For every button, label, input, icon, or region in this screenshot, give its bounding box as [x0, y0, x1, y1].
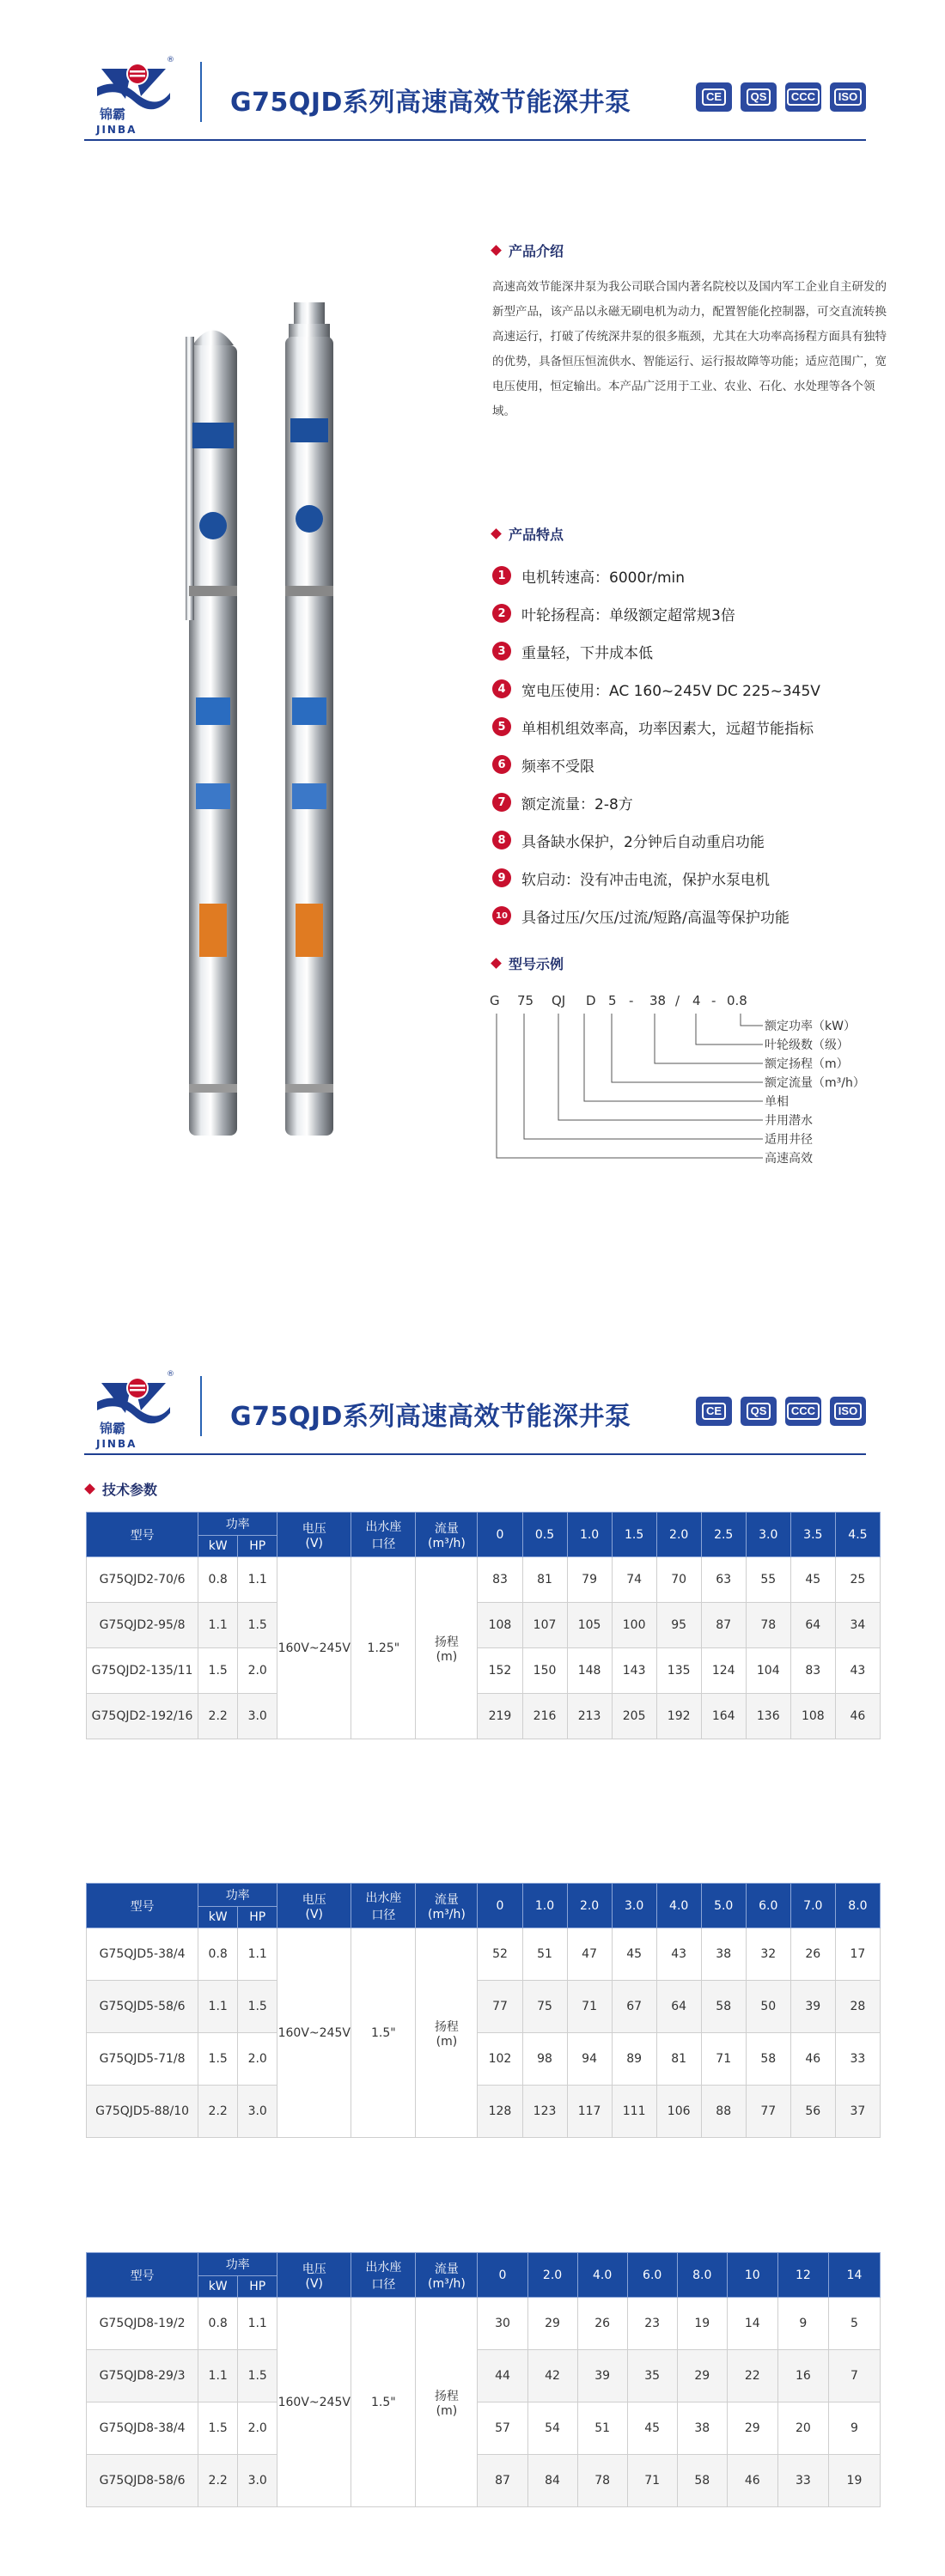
col-flow: 流量 (m³/h)	[416, 2253, 478, 2298]
table-cell: G75QJD5-71/8	[87, 2033, 198, 2086]
table-cell: 32	[746, 1928, 790, 1981]
model-desc: 适用井径	[765, 1133, 813, 1147]
table-cell: 2.2	[198, 2455, 238, 2507]
table-cell: 87	[701, 1603, 746, 1648]
table-cell: 55	[746, 1557, 790, 1603]
model-desc: 叶轮级数（级）	[765, 1038, 849, 1052]
number-badge: 5	[492, 717, 511, 736]
page-header-top	[84, 52, 866, 146]
table-cell: 2.2	[198, 1694, 238, 1739]
table-cell: 17	[835, 1928, 880, 1981]
table-cell: 64	[656, 1981, 701, 2033]
table-cell: G75QJD5-58/6	[87, 1981, 198, 2033]
col-voltage: 电压 (V)	[277, 1513, 351, 1557]
table-row	[87, 2033, 881, 2086]
table-cell: G75QJD8-29/3	[87, 2350, 198, 2402]
table-cell: 102	[478, 2033, 522, 2086]
table-cell: 29	[527, 2298, 577, 2350]
table-cell: 56	[790, 2086, 835, 2138]
table-cell: 47	[567, 1928, 612, 1981]
model-code-part: 0.8	[727, 993, 747, 1008]
col-flow-value: 0.5	[522, 1513, 567, 1557]
model-code-part: QJ	[552, 993, 566, 1008]
table-cell: 79	[567, 1557, 612, 1603]
table-cell: 64	[790, 1603, 835, 1648]
table-cell: 7	[828, 2350, 880, 2402]
brand-name-en: JINBA	[96, 124, 137, 136]
table-cell: 1.1	[198, 1981, 238, 2033]
col-outlet: 出水座 口径	[351, 1884, 416, 1928]
table-cell: 50	[746, 1981, 790, 2033]
table-cell: 54	[527, 2402, 577, 2455]
table-cell: 58	[701, 1981, 746, 2033]
model-code-part: -	[711, 993, 716, 1008]
list-item: 1 电机转速高：6000r/min	[492, 557, 887, 594]
model-code-part: 38	[649, 993, 667, 1008]
list-item: 4 宽电压使用：AC 160~245V DC 225~345V	[492, 670, 887, 708]
col-hp: HP	[238, 2276, 277, 2298]
col-power: 功率	[198, 1884, 277, 1907]
table-cell: G75QJD8-19/2	[87, 2298, 198, 2350]
model-heading: 型号示例	[492, 953, 564, 973]
table-cell: 108	[790, 1694, 835, 1739]
outlet-cell: 1.25"	[351, 1557, 416, 1739]
table-cell: 106	[656, 2086, 701, 2138]
table-row	[87, 1981, 881, 2033]
model-desc: 井用潜水	[765, 1114, 813, 1128]
col-flow-value: 4.5	[835, 1513, 880, 1557]
number-badge: 3	[492, 642, 511, 661]
col-flow-value: 3.0	[612, 1884, 656, 1928]
table-cell: 23	[627, 2298, 677, 2350]
header-rule	[84, 1453, 866, 1455]
table-cell: 42	[527, 2350, 577, 2402]
col-flow-value: 4.0	[656, 1884, 701, 1928]
qs-cert-icon: QS	[741, 1397, 777, 1426]
header-rule	[84, 139, 866, 141]
table-cell: 216	[522, 1694, 567, 1739]
col-flow-value: 3.0	[746, 1513, 790, 1557]
table-cell: 2.0	[238, 1648, 277, 1694]
table-cell: 1.1	[238, 2298, 277, 2350]
table-cell: 39	[577, 2350, 627, 2402]
model-desc: 额定流量（m³/h）	[765, 1076, 865, 1090]
table-cell: 128	[478, 2086, 522, 2138]
outlet-cell: 1.5"	[351, 1928, 416, 2138]
model-code-part: 75	[517, 993, 534, 1008]
table-cell: 100	[612, 1603, 656, 1648]
ce-cert-icon: CE	[696, 82, 732, 112]
col-flow-value: 0	[478, 1884, 522, 1928]
table-cell: 1.5	[238, 1603, 277, 1648]
col-flow-value: 0	[478, 2253, 527, 2298]
table-row	[87, 1648, 881, 1694]
table-cell: 0.8	[198, 1928, 238, 1981]
intro-heading: 产品介绍	[492, 241, 564, 260]
brand-name-en: JINBA	[96, 1438, 137, 1450]
table-cell: 43	[835, 1648, 880, 1694]
col-flow-value: 6.0	[746, 1884, 790, 1928]
intro-text: 高速高效节能深井泵为我公司联合国内著名院校以及国内军工企业自主研发的新型产品，该产品以永磁无刷电机为动力，配置智能化控制器，可交直流转换高速运行，打破了传统深井泵的很多瓶颈，尤其在大功率高扬程方面具有独特的优势，具备恒压恒流供水、智能运行、运行报故障等功能；适应范围广，宽电压使用，恒定输出。本产品广泛用于工业、农业、石化、水处理等各个领域。	[492, 280, 887, 418]
table-cell: 0.8	[198, 2298, 238, 2350]
brand-name-cn: 锦霸	[100, 107, 126, 122]
table-cell: 136	[746, 1694, 790, 1739]
table-cell: 71	[627, 2455, 677, 2507]
model-code-part: -	[629, 993, 634, 1008]
table-cell: G75QJD8-38/4	[87, 2402, 198, 2455]
table-cell: 26	[577, 2298, 627, 2350]
table-cell: G75QJD5-38/4	[87, 1928, 198, 1981]
page-header-bottom	[84, 1366, 866, 1460]
col-kw: kW	[198, 2276, 238, 2298]
table-cell: 2.0	[238, 2033, 277, 2086]
diamond-bullet-icon	[491, 528, 502, 539]
col-flow: 流量 (m³/h)	[416, 1884, 478, 1928]
diamond-bullet-icon	[491, 245, 502, 256]
table-cell: 37	[835, 2086, 880, 2138]
table-cell: 9	[828, 2402, 880, 2455]
ce-cert-icon: CE	[696, 1397, 732, 1426]
table-cell: 83	[478, 1557, 522, 1603]
table-cell: 38	[677, 2402, 727, 2455]
table-row	[87, 2350, 881, 2402]
table-row	[87, 1603, 881, 1648]
table-cell: 117	[567, 2086, 612, 2138]
col-model: 型号	[87, 2253, 198, 2298]
col-flow-value: 2.5	[701, 1513, 746, 1557]
col-flow-value: 0	[478, 1513, 522, 1557]
table-cell: 45	[612, 1928, 656, 1981]
col-flow-value: 2.0	[527, 2253, 577, 2298]
table-cell: 143	[612, 1648, 656, 1694]
iso-cert-icon: ISO	[830, 1397, 866, 1426]
col-power: 功率	[198, 2253, 277, 2276]
table-cell: 75	[522, 1981, 567, 2033]
table-cell: 124	[701, 1648, 746, 1694]
table-cell: 104	[746, 1648, 790, 1694]
col-flow-value: 5.0	[701, 1884, 746, 1928]
table-cell: 123	[522, 2086, 567, 2138]
table-cell: 89	[612, 2033, 656, 2086]
col-flow-value: 1.0	[567, 1513, 612, 1557]
table-cell: 88	[701, 2086, 746, 2138]
table-cell: 2.0	[238, 2402, 277, 2455]
table-cell: 9	[777, 2298, 828, 2350]
col-flow-value: 2.0	[656, 1513, 701, 1557]
table-cell: G75QJD2-135/11	[87, 1648, 198, 1694]
model-desc: 单相	[765, 1095, 789, 1109]
table-cell: 51	[577, 2402, 627, 2455]
table-cell: G75QJD2-70/6	[87, 1557, 198, 1603]
table-cell: 39	[790, 1981, 835, 2033]
table-cell: 108	[478, 1603, 522, 1648]
number-badge: 7	[492, 793, 511, 812]
table-cell: 1.5	[238, 1981, 277, 2033]
number-badge: 8	[492, 831, 511, 850]
table-cell: 33	[835, 2033, 880, 2086]
table-cell: 58	[677, 2455, 727, 2507]
voltage-cell: 160V~245V	[277, 2298, 351, 2507]
col-kw: kW	[198, 1907, 238, 1928]
table-cell: 46	[790, 2033, 835, 2086]
model-desc: 高速高效	[765, 1152, 813, 1166]
jinba-logo	[84, 52, 179, 137]
table-cell: 1.5	[198, 2402, 238, 2455]
table-cell: 19	[828, 2455, 880, 2507]
table-row	[87, 2455, 881, 2507]
head-label-cell: 扬程 (m)	[416, 1557, 478, 1739]
table-cell: 29	[677, 2350, 727, 2402]
table-cell: 152	[478, 1648, 522, 1694]
spec-table-1	[86, 1512, 881, 1739]
col-flow-value: 1.5	[612, 1513, 656, 1557]
col-hp: HP	[238, 1907, 277, 1928]
table-cell: 45	[627, 2402, 677, 2455]
table-cell: 74	[612, 1557, 656, 1603]
col-flow-value: 14	[828, 2253, 880, 2298]
table-cell: 78	[746, 1603, 790, 1648]
table-cell: 19	[677, 2298, 727, 2350]
table-cell: 192	[656, 1694, 701, 1739]
table-cell: 29	[727, 2402, 777, 2455]
table-cell: 83	[790, 1648, 835, 1694]
table-cell: 1.5	[238, 2350, 277, 2402]
table-cell: 148	[567, 1648, 612, 1694]
col-model: 型号	[87, 1513, 198, 1557]
diamond-bullet-icon	[84, 1483, 95, 1495]
table-cell: 205	[612, 1694, 656, 1739]
registered-mark: ®	[167, 56, 174, 64]
table-cell: 1.5	[198, 2033, 238, 2086]
table-cell: 71	[567, 1981, 612, 2033]
table-cell: 94	[567, 2033, 612, 2086]
table-cell: 33	[777, 2455, 828, 2507]
model-desc: 额定功率（kW）	[765, 1020, 856, 1033]
table-row	[87, 2298, 881, 2350]
features-list	[492, 557, 887, 935]
number-badge: 1	[492, 566, 511, 585]
col-voltage: 电压 (V)	[277, 1884, 351, 1928]
ccc-cert-icon: CCC	[785, 82, 821, 112]
col-flow-value: 4.0	[577, 2253, 627, 2298]
header-divider	[200, 1376, 202, 1436]
spec-table-2	[86, 1883, 881, 2138]
model-code-part: 5	[608, 993, 617, 1008]
table-cell: 67	[612, 1981, 656, 2033]
table-cell: G75QJD8-58/6	[87, 2455, 198, 2507]
number-badge: 10	[492, 906, 511, 925]
table-cell: 3.0	[238, 2086, 277, 2138]
pump-illustration	[172, 285, 378, 1144]
list-item: 10 具备过压/欠压/过流/短路/高温等保护功能	[492, 897, 887, 935]
pump-right-icon	[285, 302, 333, 1136]
spec-heading: 技术参数	[86, 1479, 157, 1499]
table-cell: 51	[522, 1928, 567, 1981]
number-badge: 4	[492, 679, 511, 698]
table-cell: 63	[701, 1557, 746, 1603]
table-cell: 87	[478, 2455, 527, 2507]
col-flow-value: 8.0	[677, 2253, 727, 2298]
table-cell: 14	[727, 2298, 777, 2350]
voltage-cell: 160V~245V	[277, 1557, 351, 1739]
diamond-bullet-icon	[491, 958, 502, 969]
table-cell: 71	[701, 2033, 746, 2086]
col-flow-value: 10	[727, 2253, 777, 2298]
col-flow-value: 7.0	[790, 1884, 835, 1928]
table-cell: 34	[835, 1603, 880, 1648]
col-outlet: 出水座 口径	[351, 1513, 416, 1557]
page-title: G75QJD系列高速高效节能深井泵	[230, 88, 631, 118]
table-cell: 26	[790, 1928, 835, 1981]
table-cell: 84	[527, 2455, 577, 2507]
table-cell: 45	[790, 1557, 835, 1603]
col-flow-value: 1.0	[522, 1884, 567, 1928]
col-flow-value: 6.0	[627, 2253, 677, 2298]
col-outlet: 出水座 口径	[351, 2253, 416, 2298]
jinba-logo	[84, 1366, 179, 1452]
table-cell: 135	[656, 1648, 701, 1694]
header-divider	[200, 62, 202, 122]
table-cell: 20	[777, 2402, 828, 2455]
head-label-cell: 扬程 (m)	[416, 2298, 478, 2507]
model-code-part: 4	[692, 993, 701, 1008]
table-row	[87, 1928, 881, 1981]
col-flow: 流量 (m³/h)	[416, 1513, 478, 1557]
col-flow-value: 12	[777, 2253, 828, 2298]
model-code-part: G	[490, 993, 500, 1008]
table-cell: 1.1	[238, 1557, 277, 1603]
table-cell: 16	[777, 2350, 828, 2402]
table-cell: 58	[746, 2033, 790, 2086]
table-cell: 213	[567, 1694, 612, 1739]
page-title: G75QJD系列高速高效节能深井泵	[230, 1402, 631, 1432]
table-cell: 81	[656, 2033, 701, 2086]
pump-left-icon	[186, 331, 237, 1136]
col-power: 功率	[198, 1513, 277, 1536]
col-flow-value: 3.5	[790, 1513, 835, 1557]
table-cell: 1.1	[238, 1928, 277, 1981]
table-cell: 2.2	[198, 2086, 238, 2138]
table-row	[87, 2402, 881, 2455]
table-cell: 95	[656, 1603, 701, 1648]
table-cell: 25	[835, 1557, 880, 1603]
table-cell: 1.1	[198, 1603, 238, 1648]
qs-cert-icon: QS	[741, 82, 777, 112]
iso-cert-icon: ISO	[830, 82, 866, 112]
col-kw: kW	[198, 1536, 238, 1557]
list-item: 2 叶轮扬程高：单级额定超常规3倍	[492, 594, 887, 632]
cert-badges	[696, 1397, 866, 1426]
cert-badges	[696, 82, 866, 112]
list-item: 5 单相机组效率高，功率因素大，远超节能指标	[492, 708, 887, 746]
col-voltage: 电压 (V)	[277, 2253, 351, 2298]
number-badge: 2	[492, 604, 511, 623]
table-cell: 70	[656, 1557, 701, 1603]
list-item: 3 重量轻，下井成本低	[492, 632, 887, 670]
table-cell: 77	[746, 2086, 790, 2138]
table-cell: 52	[478, 1928, 522, 1981]
features-heading: 产品特点	[492, 524, 564, 544]
table-cell: 35	[627, 2350, 677, 2402]
registered-mark: ®	[167, 1370, 174, 1379]
table-cell: 105	[567, 1603, 612, 1648]
table-cell: 1.5	[198, 1648, 238, 1694]
head-label-cell: 扬程 (m)	[416, 1928, 478, 2138]
table-cell: 22	[727, 2350, 777, 2402]
model-code-part: /	[675, 993, 680, 1008]
table-cell: 3.0	[238, 1694, 277, 1739]
outlet-cell: 1.5"	[351, 2298, 416, 2507]
ccc-cert-icon: CCC	[785, 1397, 821, 1426]
table-cell: 43	[656, 1928, 701, 1981]
table-cell: 77	[478, 1981, 522, 2033]
table-cell: G75QJD5-88/10	[87, 2086, 198, 2138]
col-hp: HP	[238, 1536, 277, 1557]
list-item: 6 频率不受限	[492, 746, 887, 783]
table-cell: 28	[835, 1981, 880, 2033]
table-cell: 57	[478, 2402, 527, 2455]
list-item: 7 额定流量：2-8方	[492, 783, 887, 821]
table-cell: 111	[612, 2086, 656, 2138]
table-cell: G75QJD2-192/16	[87, 1694, 198, 1739]
model-code-part: D	[586, 993, 596, 1008]
model-desc: 额定扬程（m）	[765, 1057, 849, 1071]
table-cell: 164	[701, 1694, 746, 1739]
table-cell: 1.1	[198, 2350, 238, 2402]
table-cell: 5	[828, 2298, 880, 2350]
table-cell: 78	[577, 2455, 627, 2507]
table-cell: 30	[478, 2298, 527, 2350]
table-cell: 150	[522, 1648, 567, 1694]
list-item: 8 具备缺水保护，2分钟后自动重启功能	[492, 821, 887, 859]
table-cell: 38	[701, 1928, 746, 1981]
table-cell: G75QJD2-95/8	[87, 1603, 198, 1648]
number-badge: 6	[492, 755, 511, 774]
table-row	[87, 2086, 881, 2138]
col-model: 型号	[87, 1884, 198, 1928]
list-item: 9 软启动：没有冲击电流，保护水泵电机	[492, 859, 887, 897]
table-cell: 46	[727, 2455, 777, 2507]
col-flow-value: 8.0	[835, 1884, 880, 1928]
table-cell: 3.0	[238, 2455, 277, 2507]
table-cell: 44	[478, 2350, 527, 2402]
voltage-cell: 160V~245V	[277, 1928, 351, 2138]
spec-table-3	[86, 2252, 881, 2507]
table-cell: 46	[835, 1694, 880, 1739]
number-badge: 9	[492, 868, 511, 887]
brand-name-cn: 锦霸	[100, 1421, 126, 1436]
table-cell: 0.8	[198, 1557, 238, 1603]
table-cell: 219	[478, 1694, 522, 1739]
table-cell: 81	[522, 1557, 567, 1603]
table-row	[87, 1694, 881, 1739]
table-row	[87, 1557, 881, 1603]
table-cell: 107	[522, 1603, 567, 1648]
col-flow-value: 2.0	[567, 1884, 612, 1928]
table-cell: 98	[522, 2033, 567, 2086]
